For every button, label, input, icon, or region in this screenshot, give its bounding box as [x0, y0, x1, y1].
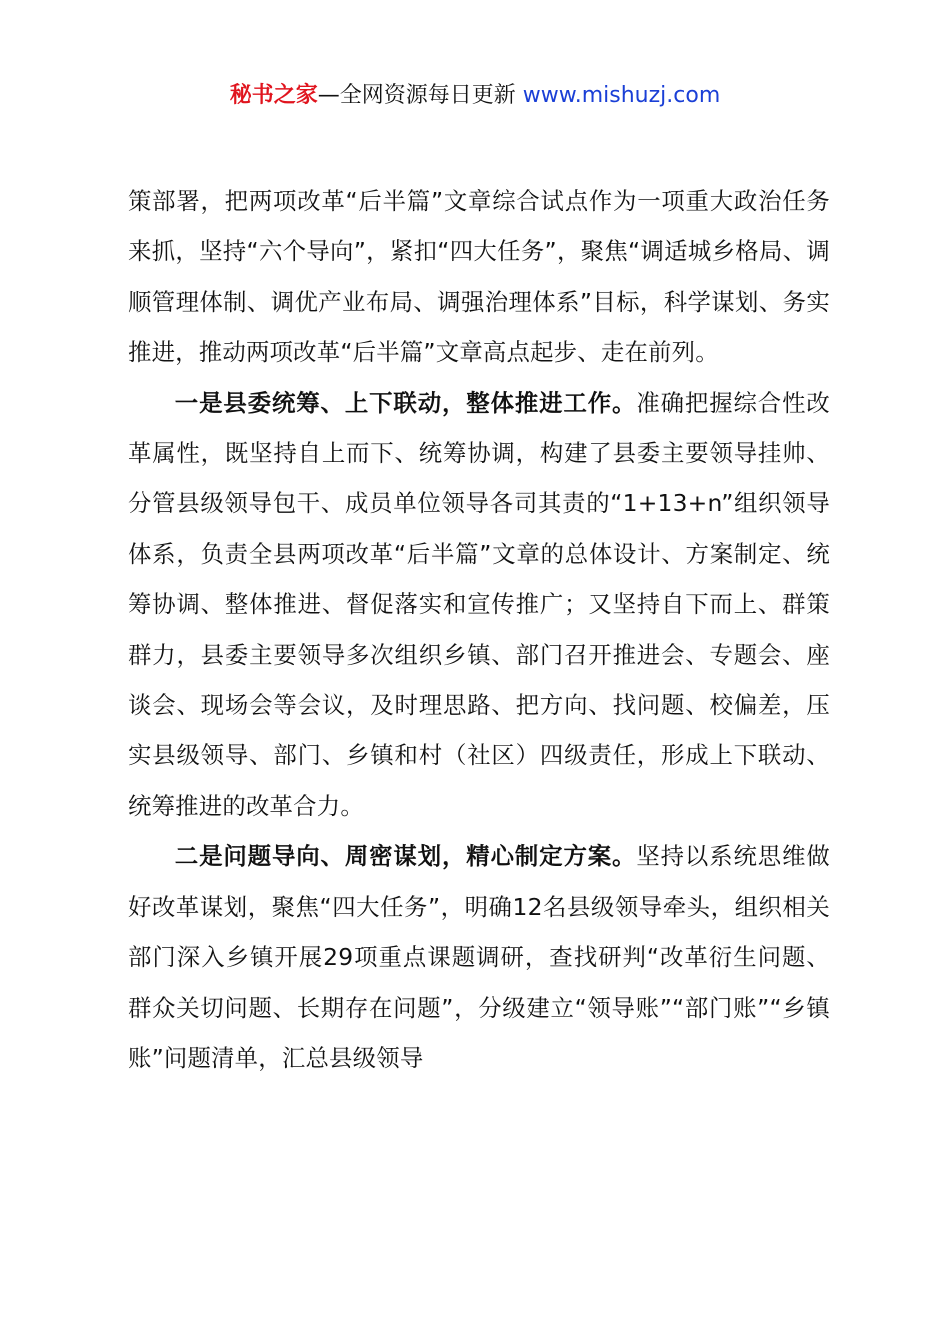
paragraph-text: 准确把握综合性改革属性，既坚持自上而下、统筹协调，构建了县委主要领导挂帅、分管县级领导包干、成员单位领导各司其责的“1+13+n”组织领导体系，负责全县两项改革“后半篇”文章的总体设计、方案制定、统筹协调、整体推进、督促落实和宣传推广；又坚持自下而上、群策群力，县委主要领导多次组织乡镇、部门召开推进会、专题会、座谈会、现场会等会议，及时理思路、把方向、找问题、校偏差，压实县级领导、部门、乡镇和村（社区）四级责任，形成上下联动、统筹推进的改革合力。: [128, 388, 830, 820]
paragraph-3: [128, 831, 830, 1083]
paragraph-lead: 二是问题导向、周密谋划，精心制定方案。: [174, 842, 637, 871]
paragraph-2: [128, 378, 830, 832]
document-body: [128, 176, 830, 1083]
brand-name: 秘书之家: [229, 83, 318, 108]
paragraph-lead: 一是县委统筹、上下联动，整体推进工作。: [174, 388, 637, 417]
page-header: [0, 80, 950, 112]
paragraph-1: [128, 176, 830, 378]
site-url-link[interactable]: www.mishuzj.com: [522, 83, 721, 108]
paragraph-text: 坚持以系统思维做好改革谋划，聚焦“四大任务”，明确12名县级领导牵头，组织相关部门深入乡镇开展29项重点课题调研，查找研判“改革衍生问题、群众关切问题、长期存在问题”，分级建立“领导账”“部门账”“乡镇账”问题清单，汇总县级领导: [128, 842, 830, 1072]
header-tagline: —全网资源每日更新: [317, 83, 516, 108]
paragraph-text: 策部署，把两项改革“后半篇”文章综合试点作为一项重大政治任务来抓，坚持“六个导向”，紧扣“四大任务”，聚焦“调适城乡格局、调顺管理体制、调优产业布局、调强治理体系”目标，科学谋划、务实推进，推动两项改革“后半篇”文章高点起步、走在前列。: [128, 187, 830, 367]
